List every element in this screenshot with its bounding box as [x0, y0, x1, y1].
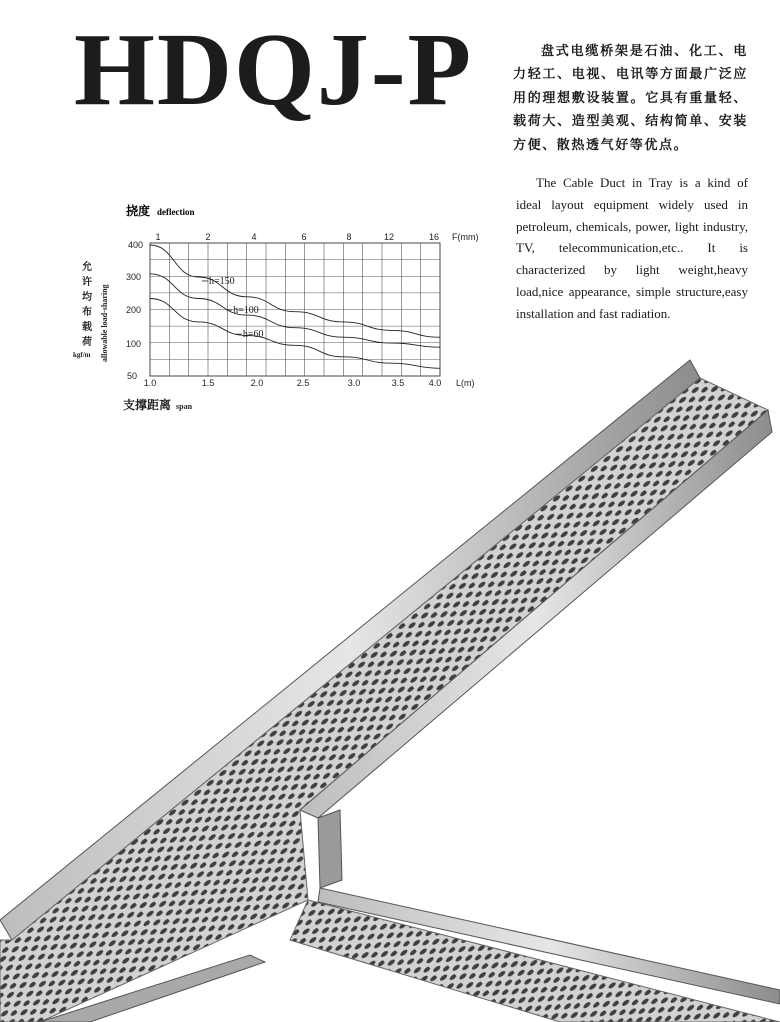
- y-tick-label: 50: [126, 371, 137, 381]
- y-label-char: 允: [82, 262, 92, 273]
- tray-bracket: [318, 810, 342, 888]
- x-axis-unit: L(m): [456, 378, 475, 388]
- x-tick-label: 4.0: [428, 378, 442, 388]
- y-axis-title-zh: [82, 260, 93, 348]
- top-tick-label: 2: [205, 232, 211, 242]
- tray-outer-side-wall: [0, 360, 700, 940]
- top-tick-label: 6: [301, 232, 307, 242]
- series-label-h-150: h=150: [209, 275, 235, 287]
- series-label-h-60: h=60: [242, 329, 264, 341]
- y-tick-label: 400: [127, 240, 143, 250]
- y-label-char: 荷: [82, 337, 92, 348]
- x-axis-title-en: span: [176, 402, 193, 411]
- top-axis-unit: F(mm): [452, 232, 479, 242]
- top-tick-label: 16: [428, 232, 440, 242]
- x-tick-label: 1.5: [201, 378, 215, 388]
- description-chinese: 盘式电缆桥架是石油、化工、电力轻工、电视、电讯等方面最广泛应用的理想敷设装置。它具有重量轻、载荷大、造型美观、结构简单、安装方便、散热透气好等优点。: [513, 44, 748, 153]
- y-axis-unit: kgf/m: [73, 351, 91, 359]
- top-tick-label: 8: [346, 232, 352, 242]
- y-tick-label: 100: [125, 339, 141, 349]
- cable-tray-illustration: [0, 340, 780, 1022]
- curve-labels: [202, 276, 263, 340]
- top-axis: [155, 232, 478, 242]
- top-tick-label: 12: [383, 232, 395, 242]
- x-axis-title-zh: 支撑距离: [123, 398, 172, 412]
- y-tick-label: 300: [125, 272, 141, 282]
- y-label-char: 均: [82, 292, 92, 303]
- series-line-h-100: [150, 274, 440, 347]
- x-tick-label: 1.0: [143, 378, 157, 388]
- x-tick-label: 2.5: [296, 378, 310, 388]
- tray-branch-bottom: [290, 900, 780, 1022]
- product-title: HDQJ-P: [74, 12, 474, 127]
- series-line-h-150: [150, 245, 440, 337]
- y-axis-title-en: allowable load-sharing: [100, 284, 109, 362]
- top-tick-label: 4: [251, 232, 257, 242]
- y-tick-label: 200: [125, 305, 141, 315]
- top-tick-label: 1: [155, 232, 161, 242]
- x-tick-label: 3.0: [347, 378, 361, 388]
- y-label-char: 许: [82, 277, 92, 288]
- series-label-h-100: h=100: [233, 305, 259, 316]
- x-tick-label: 3.5: [391, 378, 405, 388]
- chart-title-en: deflection: [157, 207, 195, 217]
- description-english: The Cable Duct in Tray is a kind of ideal layout equipment widely used in petroleum, chemicals, power, light industry, TV, telecommunication,etc.. It is characterized by light weight,heavy load,nice appearance, simple structure,easy installation and fast radiation.: [516, 175, 748, 321]
- y-label-char: 布: [82, 307, 92, 318]
- x-tick-label: 2.0: [250, 378, 264, 388]
- tray-inner-side-wall: [300, 410, 772, 818]
- chart-title-zh: 挠度: [126, 204, 151, 218]
- y-label-char: 载: [82, 322, 92, 333]
